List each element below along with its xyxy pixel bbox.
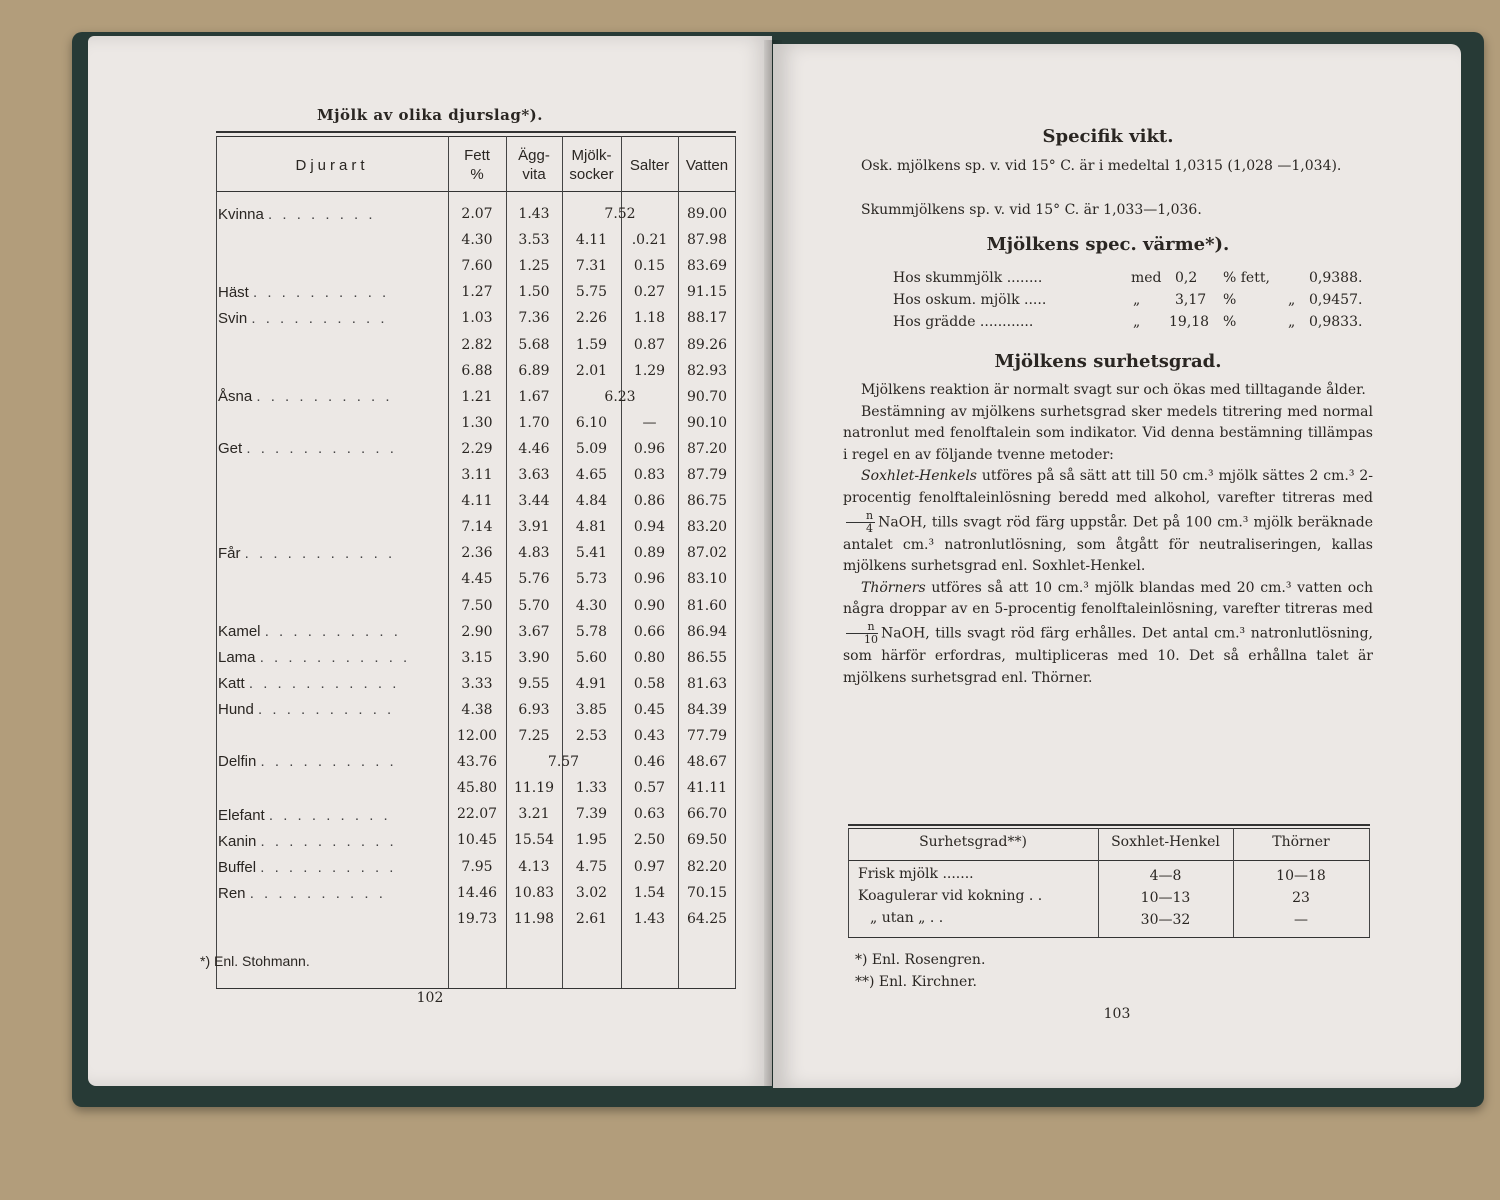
fraction-den: 10: [864, 632, 878, 646]
aggvita-value: 15.54: [513, 832, 555, 849]
fraction-den: 4: [866, 521, 874, 535]
salter-value: 0.66: [633, 623, 666, 640]
mjolksocker-value: 5.78: [575, 623, 608, 640]
aggvita-value: 1.50: [518, 284, 550, 301]
species-label: Kanin . . . . . . . . . .: [218, 833, 397, 850]
fraction-num: n: [846, 510, 875, 523]
mjolksocker-value: 4.65: [575, 467, 608, 483]
vatten-value: 91.15: [686, 284, 728, 301]
header-fett-line1: Fett: [464, 147, 490, 164]
aggvita-value: 4.46: [518, 440, 550, 457]
fett-value: 2.29: [461, 440, 493, 457]
header-aggvita: [506, 141, 562, 189]
aggvita-value: 11.98: [513, 910, 555, 927]
species-label: Häst . . . . . . . . . .: [218, 284, 390, 301]
vatten-value: 81.60: [686, 597, 728, 614]
salter-value: 0.80: [633, 649, 666, 666]
species-label: Kamel . . . . . . . . . .: [218, 623, 401, 640]
table-rule: [216, 136, 736, 137]
fett-value: 43.76: [456, 754, 498, 771]
fett-value: 4.38: [461, 701, 493, 718]
paragraph: Mjölkens reaktion är normalt svagt sur och ökas med tilltagande ålder.: [861, 382, 1366, 398]
header-thorner: Thörner: [1272, 834, 1330, 850]
paragraph-thorner: [843, 578, 1373, 689]
vatten-value: 41.11: [686, 780, 728, 797]
aggvita-value: 1.25: [518, 258, 550, 275]
aggvita-value: 3.21: [518, 806, 550, 823]
header-aggvita-line2: vita: [522, 166, 546, 183]
vatten-value: 87.20: [686, 440, 728, 457]
paragraph-text: utföres så att 10 cm.³ mjölk blandas med 20 cm.³ vatten och några droppar av en 5-procentig fenolftaleinlösning, varefter titreras med: [843, 579, 1374, 618]
heat-unit: %: [1223, 314, 1237, 330]
aggvita-value: 3.67: [518, 623, 550, 640]
acid-row-label: Frisk mjölk .......: [858, 866, 974, 882]
vatten-value: 86.55: [686, 649, 728, 666]
fett-value: 3.15: [461, 649, 493, 666]
paragraph-skum: Skummjölkens sp. v. vid 15° C. är 1,033—1,036.: [861, 202, 1202, 218]
salter-value: 0.63: [633, 806, 666, 823]
fett-value: 7.14: [461, 519, 493, 536]
page-number: 102: [416, 990, 444, 1006]
aggvita-value: 4.13: [518, 858, 550, 875]
species-label: Get . . . . . . . . . . .: [218, 440, 397, 457]
vatten-value: 64.25: [686, 910, 728, 927]
heat-med: „: [1133, 314, 1141, 330]
aggvita-value: 6.89: [518, 362, 550, 379]
aggvita-value: 3.63: [518, 467, 550, 483]
heading-specifik-vikt: Specifik vikt.: [1042, 126, 1174, 147]
mjolksocker-value: 1.95: [575, 832, 608, 849]
vatten-value: 84.39: [686, 701, 728, 718]
acidity-table: [848, 824, 1370, 938]
fett-value: 2.07: [461, 206, 493, 222]
species-label: Får . . . . . . . . . . .: [218, 545, 396, 562]
mjolksocker-value: 4.30: [575, 597, 608, 614]
paragraph-text: NaOH, tills svagt röd färg erhålles. Det antal cm.³ natronlutlösning, som härför erfordras, multipliceras med 10. Det så erhållna talet är mjölkens surhetsgrad enl. Thörner.: [843, 625, 1373, 686]
heat-label: Hos skummjölk ........: [893, 270, 1043, 286]
fett-value: 7.95: [461, 858, 493, 875]
header-fett-line2: %: [470, 166, 484, 183]
vatten-value: 90.70: [686, 388, 728, 405]
heat-row: [893, 270, 1373, 292]
mjolksocker-value: 7.39: [575, 806, 608, 823]
salter-value: 0.46: [633, 754, 666, 771]
acid-thorner-value: 23: [1292, 890, 1310, 906]
fraction: [846, 621, 878, 646]
vatten-value: 90.10: [686, 414, 728, 431]
mjolksocker-value: 3.02: [575, 884, 608, 901]
species-label: Kvinna . . . . . . . .: [218, 206, 376, 223]
salter-value: 2.50: [633, 832, 666, 849]
fett-value: 2.82: [461, 336, 493, 353]
vatten-value: 89.00: [686, 206, 728, 222]
fett-value: 45.80: [456, 780, 498, 797]
header-mjolksocker: [562, 141, 621, 189]
vatten-value: 83.10: [686, 571, 728, 588]
paragraph-osk: Osk. mjölkens sp. v. vid 15° C. är i medeltal 1,0315 (1,028 —1,034).: [861, 158, 1342, 174]
mjolksocker-value: 4.81: [575, 519, 608, 536]
salter-value: 0.90: [633, 597, 666, 614]
heat-quote: „: [1288, 314, 1296, 330]
heat-pct: 0,2: [1175, 270, 1198, 286]
header-salter: Salter: [629, 156, 670, 174]
acid-thorner-value: —: [1294, 912, 1308, 928]
species-label: Ren . . . . . . . . . .: [218, 885, 386, 902]
footnote: **) Enl. Kirchner.: [855, 974, 977, 990]
mjolksocker-value: 1.59: [575, 336, 608, 353]
table-rule: [848, 860, 1370, 861]
mjolksocker-value: 4.84: [575, 493, 608, 510]
vatten-value: 87.79: [686, 467, 728, 483]
fett-value: 1.21: [461, 388, 493, 405]
species-label: Hund . . . . . . . . . .: [218, 701, 395, 718]
vatten-value: 82.20: [686, 858, 728, 875]
salter-value: 0.94: [633, 519, 666, 536]
header-vatten: Vatten: [685, 156, 729, 174]
fett-value: 1.30: [461, 414, 493, 431]
paragraph-text: NaOH, tills svagt röd färg uppstår. Det på 100 cm.³ mjölk beräknade antalet cm.³ natronlutlösning, som åtgått för neutraliseringen, kallas mjölkens surhetsgrad enl. Soxhlet-Henkel.: [843, 514, 1373, 575]
fett-value: 12.00: [456, 728, 498, 744]
heat-row: [893, 314, 1373, 336]
header-soxhlet: Soxhlet-Henkel: [1111, 834, 1220, 850]
mjolksocker-value: 7.31: [575, 258, 608, 275]
salter-value: 0.83: [633, 467, 666, 483]
acid-soxhlet-value: 4—8: [1149, 868, 1182, 884]
header-mjolksocker-line1: Mjölk-: [571, 147, 612, 164]
vatten-value: 83.69: [686, 258, 728, 275]
fraction-num: n: [846, 621, 878, 634]
fett-value: 2.36: [461, 545, 493, 562]
heat-label: Hos oskum. mjölk .....: [893, 292, 1047, 308]
salter-value: 1.43: [633, 910, 666, 927]
aggvita-value: 11.19: [513, 780, 555, 797]
aggvita-value: 9.55: [518, 675, 550, 692]
fett-value: 10.45: [456, 832, 498, 849]
method-name: Soxhlet-Henkels: [861, 468, 977, 485]
salter-value: 0.57: [633, 780, 666, 797]
fett-value: 4.30: [461, 232, 493, 249]
vatten-value: 82.93: [686, 362, 728, 379]
aggvita-value: 3.44: [518, 493, 550, 510]
aggvita-value: 7.25: [518, 728, 550, 744]
heat-value: 0,9833.: [1309, 314, 1363, 330]
fett-value: 7.60: [461, 258, 493, 275]
vatten-value: 87.02: [686, 545, 728, 562]
heat-pct: 19,18: [1169, 314, 1210, 330]
mjolksocker-value: 4.75: [575, 858, 608, 875]
heat-label: Hos grädde ............: [893, 314, 1034, 330]
salter-value: 0.27: [633, 284, 666, 301]
heat-value: 0,9388.: [1309, 270, 1363, 286]
method-name: Thörners: [861, 579, 926, 596]
mjolksocker-value: 4.11: [575, 232, 608, 249]
salter-value: 0.87: [633, 336, 666, 353]
vatten-value: 77.79: [686, 728, 728, 744]
surhetsgrad-body: [843, 380, 1373, 689]
vatten-value: 69.50: [686, 832, 728, 849]
header-fett: [448, 141, 506, 189]
mjolksocker-value: 2.61: [575, 910, 608, 927]
paragraph-text: utföres på så sätt att till 50 cm.³ mjölk sättes 2 cm.³ 2-procentig fenolftaleinlösning beredd med alkohol, varefter titreras med: [843, 468, 1373, 506]
vatten-value: 88.17: [686, 310, 728, 327]
salter-value: 0.86: [633, 493, 666, 510]
fett-value: 6.88: [461, 362, 493, 379]
mjolksocker-value: 5.60: [575, 649, 608, 666]
fett-value: 4.11: [461, 493, 493, 510]
paragraph-soxhlet: [843, 466, 1373, 577]
column-divider: [216, 136, 217, 988]
aggvita-value: 10.83: [513, 884, 555, 901]
salter-value: 0.58: [633, 675, 666, 692]
salter-value: 0.15: [633, 258, 666, 275]
vatten-value: 83.20: [686, 519, 728, 536]
heat-quote: „: [1288, 292, 1296, 308]
acid-soxhlet-value: 10—13: [1140, 890, 1191, 906]
page-number: 103: [1103, 1006, 1131, 1022]
fett-value: 4.45: [461, 571, 493, 588]
table-rule: [216, 191, 736, 192]
species-label: Elefant . . . . . . . . .: [218, 807, 391, 824]
vatten-value: 81.63: [686, 675, 728, 692]
salter-value: 1.18: [633, 310, 666, 327]
fett-value: 14.46: [456, 884, 498, 901]
species-label: Katt . . . . . . . . . . .: [218, 675, 400, 692]
milk-composition-table: [216, 131, 736, 989]
fett-value: 7.50: [461, 597, 493, 614]
aggvita-value: 5.70: [518, 597, 550, 614]
heat-pct: 3,17: [1175, 292, 1207, 308]
fraction: [846, 510, 875, 535]
mjolksocker-value: 5.73: [575, 571, 608, 588]
fett-value: 2.90: [461, 623, 493, 640]
aggvita-mjolksocker-value: 7.57: [547, 754, 580, 771]
heat-med: med: [1131, 270, 1162, 286]
vatten-value: 86.94: [686, 623, 728, 640]
salter-value: 0.96: [633, 440, 666, 457]
paragraph: Bestämning av mjölkens surhetsgrad sker medels titrering med normal natronlut med fenolftalein som indikator. Vid denna bestämning tillämpas i regel en av följande tvenne metoder:: [843, 403, 1373, 463]
right-page: [773, 44, 1461, 1088]
table-rule: [848, 828, 1370, 829]
species-label: Lama . . . . . . . . . . .: [218, 649, 411, 666]
heading-spec-varme: Mjölkens spec. värme*).: [986, 234, 1230, 255]
aggvita-value: 4.83: [518, 545, 550, 562]
vatten-value: 66.70: [686, 806, 728, 823]
left-page: [88, 36, 772, 1086]
column-divider: [1369, 828, 1370, 937]
aggvita-value: 1.70: [518, 414, 550, 431]
salter-value: 0.45: [633, 701, 666, 718]
fett-value: 22.07: [456, 806, 498, 823]
mjolksocker-value: 2.53: [575, 728, 608, 744]
salter-value: 0.96: [633, 571, 666, 588]
acid-soxhlet-value: 30—32: [1140, 912, 1191, 928]
mjolksocker-value: 5.75: [575, 284, 608, 301]
vatten-value: 86.75: [686, 493, 728, 510]
heading-surhetsgrad: Mjölkens surhetsgrad.: [994, 351, 1222, 372]
acid-row-label: „ utan „ . .: [870, 910, 944, 926]
heat-value: 0,9457.: [1309, 292, 1363, 308]
mjolksocker-value: 5.09: [575, 440, 608, 457]
header-species: Djurart: [295, 156, 369, 174]
salter-value: 0.89: [633, 545, 666, 562]
mjolksocker-value: 3.85: [575, 701, 608, 718]
header-aggvita-line1: Ägg-: [518, 147, 550, 164]
footnote: *) Enl. Rosengren.: [855, 952, 986, 968]
fett-value: 19.73: [456, 910, 498, 927]
table-title: Mjölk av olika djurslag*).: [317, 106, 543, 124]
mjolksocker-value: 6.10: [575, 414, 608, 431]
heat-unit: %: [1223, 292, 1237, 308]
species-label: Svin . . . . . . . . . .: [218, 310, 388, 327]
aggvita-value: 5.76: [518, 571, 550, 588]
aggvita-value: 3.90: [518, 649, 550, 666]
aggvita-value: 1.67: [518, 388, 550, 405]
table-rule: [216, 131, 736, 133]
table-rule: [848, 937, 1370, 938]
species-label: Åsna . . . . . . . . . .: [218, 388, 393, 405]
salter-value: 1.29: [633, 362, 666, 379]
mjolksocker-value: 2.26: [575, 310, 608, 327]
aggvita-value: 3.53: [518, 232, 550, 249]
acid-row-label: Koagulerar vid kokning . .: [858, 888, 1043, 904]
salter-value: —: [642, 414, 657, 431]
aggvita-value: 5.68: [518, 336, 550, 353]
table-rule: [848, 824, 1370, 826]
fett-value: 1.27: [461, 284, 493, 301]
heat-unit: % fett,: [1223, 270, 1270, 286]
acid-thorner-value: 10—18: [1276, 868, 1326, 884]
table-rule: [216, 988, 736, 989]
species-label: Delfin . . . . . . . . . .: [218, 753, 397, 770]
mjolksocker-value: 5.41: [575, 545, 608, 562]
mjolksocker-salter-value: 7.52: [604, 206, 636, 222]
aggvita-value: 6.93: [518, 701, 550, 718]
vatten-value: 70.15: [686, 884, 728, 901]
heat-row: [893, 292, 1373, 314]
mjolksocker-value: 2.01: [575, 362, 608, 379]
header-mjolksocker-line2: socker: [569, 166, 614, 183]
aggvita-value: 7.36: [518, 310, 550, 327]
vatten-value: 87.98: [686, 232, 728, 249]
fett-value: 3.11: [461, 467, 493, 483]
salter-value: .0.21: [631, 232, 668, 249]
species-label: Buffel . . . . . . . . . .: [218, 859, 397, 876]
fett-value: 1.03: [461, 310, 493, 327]
fett-value: 3.33: [461, 675, 493, 692]
mjolksocker-value: 1.33: [575, 780, 608, 797]
salter-value: 0.97: [633, 858, 666, 875]
aggvita-value: 1.43: [518, 206, 550, 222]
vatten-value: 48.67: [686, 754, 728, 771]
heat-med: „: [1133, 292, 1141, 308]
mjolksocker-salter-value: 6.23: [604, 388, 636, 405]
salter-value: 1.54: [633, 884, 666, 901]
aggvita-value: 3.91: [518, 519, 550, 536]
salter-value: 0.43: [633, 728, 666, 744]
header-surhetsgrad: Surhetsgrad**): [919, 834, 1027, 850]
footnote: *) Enl. Stohmann.: [200, 953, 310, 969]
vatten-value: 89.26: [686, 336, 728, 353]
mjolksocker-value: 4.91: [575, 675, 608, 692]
